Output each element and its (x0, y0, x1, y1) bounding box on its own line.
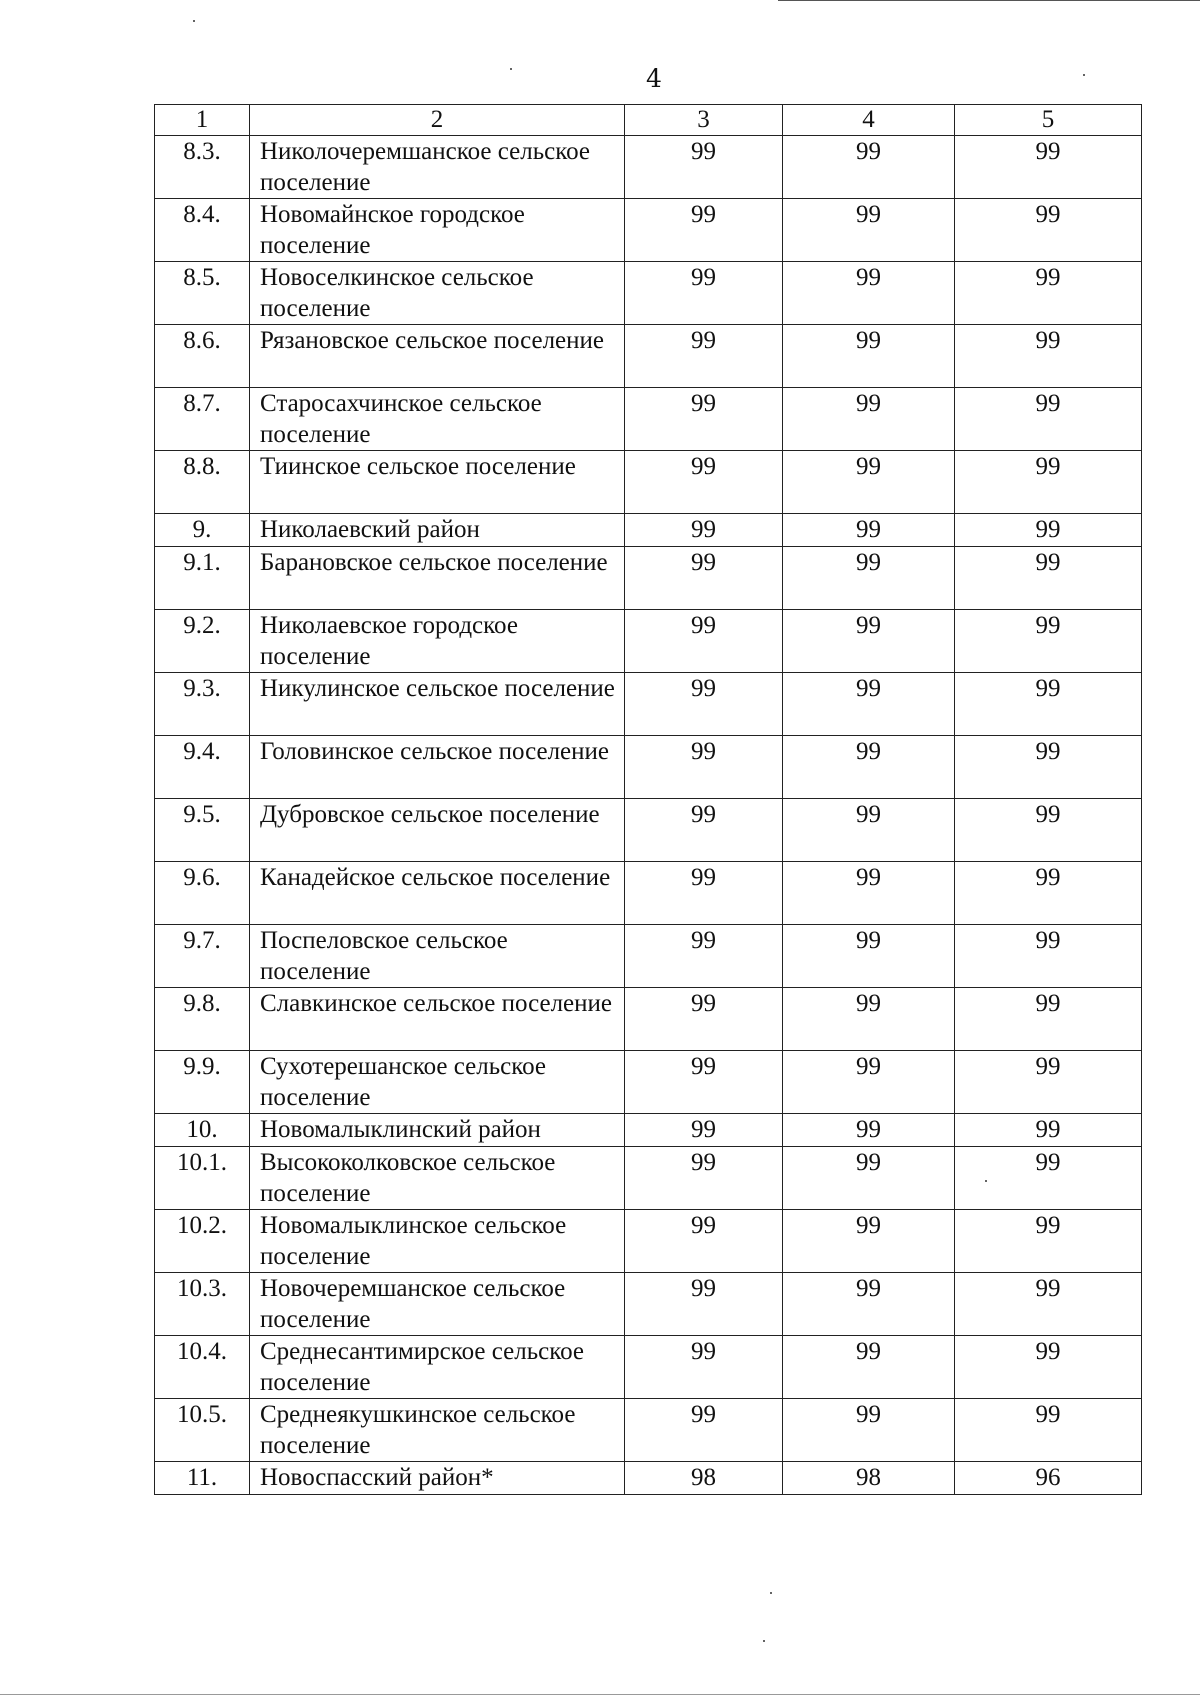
row-value-col-3: 99 (625, 610, 783, 673)
row-number-cell: 11. (155, 1462, 250, 1495)
row-value-col-5: 99 (955, 673, 1142, 736)
row-value-col-3: 99 (625, 547, 783, 610)
row-value-col-4: 99 (783, 325, 955, 388)
row-value-col-3: 99 (625, 988, 783, 1051)
table-row (155, 388, 1142, 451)
header-cell-col-4: 4 (783, 105, 955, 136)
row-value-col-4: 99 (783, 451, 955, 514)
row-value-col-3: 99 (625, 1210, 783, 1273)
table-row (155, 514, 1142, 547)
header-cell-col-5: 5 (955, 105, 1142, 136)
scan-edge-top-right (778, 0, 1200, 1)
speck (770, 1592, 772, 1594)
row-name-cell: Поспеловское сельское поселение (250, 925, 625, 988)
row-name-cell: Барановское сельское поселение (250, 547, 625, 610)
row-value-col-4: 99 (783, 925, 955, 988)
row-number-cell: 9.3. (155, 673, 250, 736)
row-number-cell: 9.9. (155, 1051, 250, 1114)
table-row (155, 610, 1142, 673)
row-name-cell: Славкинское сельское поселение (250, 988, 625, 1051)
table-row (155, 1336, 1142, 1399)
row-value-col-3: 99 (625, 1399, 783, 1462)
table-row (155, 547, 1142, 610)
scan-edge-bottom (0, 1694, 1200, 1695)
row-value-col-5: 96 (955, 1462, 1142, 1495)
table-row (155, 1147, 1142, 1210)
table-row (155, 451, 1142, 514)
row-name-cell: Новомалыклинское сельское поселение (250, 1210, 625, 1273)
table-row (155, 136, 1142, 199)
table-row (155, 1462, 1142, 1495)
row-number-cell: 9.8. (155, 988, 250, 1051)
row-name-cell: Новоспасский район* (250, 1462, 625, 1495)
row-value-col-5: 99 (955, 925, 1142, 988)
row-number-cell: 10.2. (155, 1210, 250, 1273)
row-value-col-5: 99 (955, 325, 1142, 388)
row-number-cell: 10. (155, 1114, 250, 1147)
row-name-cell: Высококолковское сельское поселение (250, 1147, 625, 1210)
header-cell-col-1: 1 (155, 105, 250, 136)
row-name-cell: Дубровское сельское поселение (250, 799, 625, 862)
row-value-col-3: 99 (625, 799, 783, 862)
table-row (155, 988, 1142, 1051)
row-value-col-4: 99 (783, 1210, 955, 1273)
row-value-col-3: 99 (625, 1147, 783, 1210)
row-name-cell: Среднеякушкинское сельское поселение (250, 1399, 625, 1462)
table-body (155, 105, 1142, 1495)
row-value-col-3: 99 (625, 862, 783, 925)
row-name-cell: Новомалыклинский район (250, 1114, 625, 1147)
row-value-col-5: 99 (955, 862, 1142, 925)
row-value-col-4: 99 (783, 547, 955, 610)
row-value-col-5: 99 (955, 736, 1142, 799)
row-number-cell: 10.1. (155, 1147, 250, 1210)
row-value-col-4: 99 (783, 1399, 955, 1462)
header-cell-col-2: 2 (250, 105, 625, 136)
row-value-col-4: 99 (783, 673, 955, 736)
row-number-cell: 10.3. (155, 1273, 250, 1336)
table-header-row (155, 105, 1142, 136)
row-value-col-4: 99 (783, 514, 955, 547)
row-value-col-3: 99 (625, 736, 783, 799)
row-number-cell: 10.4. (155, 1336, 250, 1399)
table-row (155, 799, 1142, 862)
row-name-cell: Новоселкинское сельское поселение (250, 262, 625, 325)
speck (763, 1640, 765, 1642)
table-row (155, 1051, 1142, 1114)
row-name-cell: Новомайнское городское поселение (250, 199, 625, 262)
table-row (155, 862, 1142, 925)
speck (1083, 74, 1085, 76)
row-value-col-5: 99 (955, 451, 1142, 514)
row-value-col-3: 99 (625, 1336, 783, 1399)
row-value-col-5: 99 (955, 1051, 1142, 1114)
row-number-cell: 8.8. (155, 451, 250, 514)
row-value-col-3: 99 (625, 925, 783, 988)
row-name-cell: Николаевский район (250, 514, 625, 547)
row-name-cell: Никулинское сельское поселение (250, 673, 625, 736)
row-value-col-4: 99 (783, 736, 955, 799)
row-value-col-3: 99 (625, 1114, 783, 1147)
row-value-col-3: 98 (625, 1462, 783, 1495)
header-cell-col-3: 3 (625, 105, 783, 136)
speck (193, 20, 195, 22)
row-value-col-3: 99 (625, 262, 783, 325)
table-row (155, 1399, 1142, 1462)
row-value-col-4: 99 (783, 799, 955, 862)
row-number-cell: 9.2. (155, 610, 250, 673)
speck (985, 1180, 987, 1182)
row-number-cell: 9.1. (155, 547, 250, 610)
row-value-col-5: 99 (955, 1114, 1142, 1147)
row-value-col-5: 99 (955, 262, 1142, 325)
row-value-col-4: 99 (783, 610, 955, 673)
row-name-cell: Николочеремшанское сельское поселение (250, 136, 625, 199)
row-value-col-4: 99 (783, 862, 955, 925)
table-row (155, 1273, 1142, 1336)
row-value-col-4: 99 (783, 262, 955, 325)
row-number-cell: 8.6. (155, 325, 250, 388)
row-value-col-3: 99 (625, 1273, 783, 1336)
row-value-col-5: 99 (955, 610, 1142, 673)
row-value-col-3: 99 (625, 514, 783, 547)
row-value-col-3: 99 (625, 325, 783, 388)
table-row (155, 199, 1142, 262)
row-value-col-4: 98 (783, 1462, 955, 1495)
row-value-col-5: 99 (955, 988, 1142, 1051)
row-name-cell: Рязановское сельское поселение (250, 325, 625, 388)
row-value-col-3: 99 (625, 1051, 783, 1114)
row-number-cell: 8.3. (155, 136, 250, 199)
row-number-cell: 8.7. (155, 388, 250, 451)
row-value-col-5: 99 (955, 136, 1142, 199)
row-name-cell: Николаевское городское поселение (250, 610, 625, 673)
row-value-col-3: 99 (625, 199, 783, 262)
row-value-col-4: 99 (783, 988, 955, 1051)
row-value-col-5: 99 (955, 1399, 1142, 1462)
row-name-cell: Канадейское сельское поселение (250, 862, 625, 925)
row-value-col-5: 99 (955, 388, 1142, 451)
row-value-col-3: 99 (625, 451, 783, 514)
row-value-col-4: 99 (783, 1147, 955, 1210)
table-row (155, 1114, 1142, 1147)
row-number-cell: 9. (155, 514, 250, 547)
row-value-col-4: 99 (783, 388, 955, 451)
row-number-cell: 9.4. (155, 736, 250, 799)
data-table (154, 104, 1142, 1495)
row-number-cell: 9.5. (155, 799, 250, 862)
row-value-col-5: 99 (955, 799, 1142, 862)
row-number-cell: 10.5. (155, 1399, 250, 1462)
row-number-cell: 9.7. (155, 925, 250, 988)
row-value-col-5: 99 (955, 199, 1142, 262)
row-value-col-5: 99 (955, 1210, 1142, 1273)
row-name-cell: Среднесантимирское сельское поселение (250, 1336, 625, 1399)
row-value-col-3: 99 (625, 136, 783, 199)
row-value-col-5: 99 (955, 1273, 1142, 1336)
row-number-cell: 8.4. (155, 199, 250, 262)
row-number-cell: 9.6. (155, 862, 250, 925)
row-name-cell: Новочеремшанское сельское поселение (250, 1273, 625, 1336)
row-name-cell: Головинское сельское поселение (250, 736, 625, 799)
row-value-col-4: 99 (783, 1336, 955, 1399)
row-name-cell: Тиинское сельское поселение (250, 451, 625, 514)
row-number-cell: 8.5. (155, 262, 250, 325)
speck (510, 68, 512, 70)
row-name-cell: Старосахчинское сельское поселение (250, 388, 625, 451)
row-value-col-5: 99 (955, 547, 1142, 610)
row-value-col-4: 99 (783, 1051, 955, 1114)
row-value-col-5: 99 (955, 1336, 1142, 1399)
row-value-col-3: 99 (625, 673, 783, 736)
row-value-col-4: 99 (783, 1273, 955, 1336)
page-number: 4 (646, 64, 662, 93)
row-value-col-4: 99 (783, 136, 955, 199)
table-row (155, 325, 1142, 388)
row-value-col-4: 99 (783, 1114, 955, 1147)
row-value-col-5: 99 (955, 1147, 1142, 1210)
row-value-col-5: 99 (955, 514, 1142, 547)
table-row (155, 736, 1142, 799)
row-name-cell: Сухотерешанское сельское поселение (250, 1051, 625, 1114)
table-row (155, 925, 1142, 988)
table-row (155, 673, 1142, 736)
row-value-col-4: 99 (783, 199, 955, 262)
table-row (155, 262, 1142, 325)
row-value-col-3: 99 (625, 388, 783, 451)
table-row (155, 1210, 1142, 1273)
